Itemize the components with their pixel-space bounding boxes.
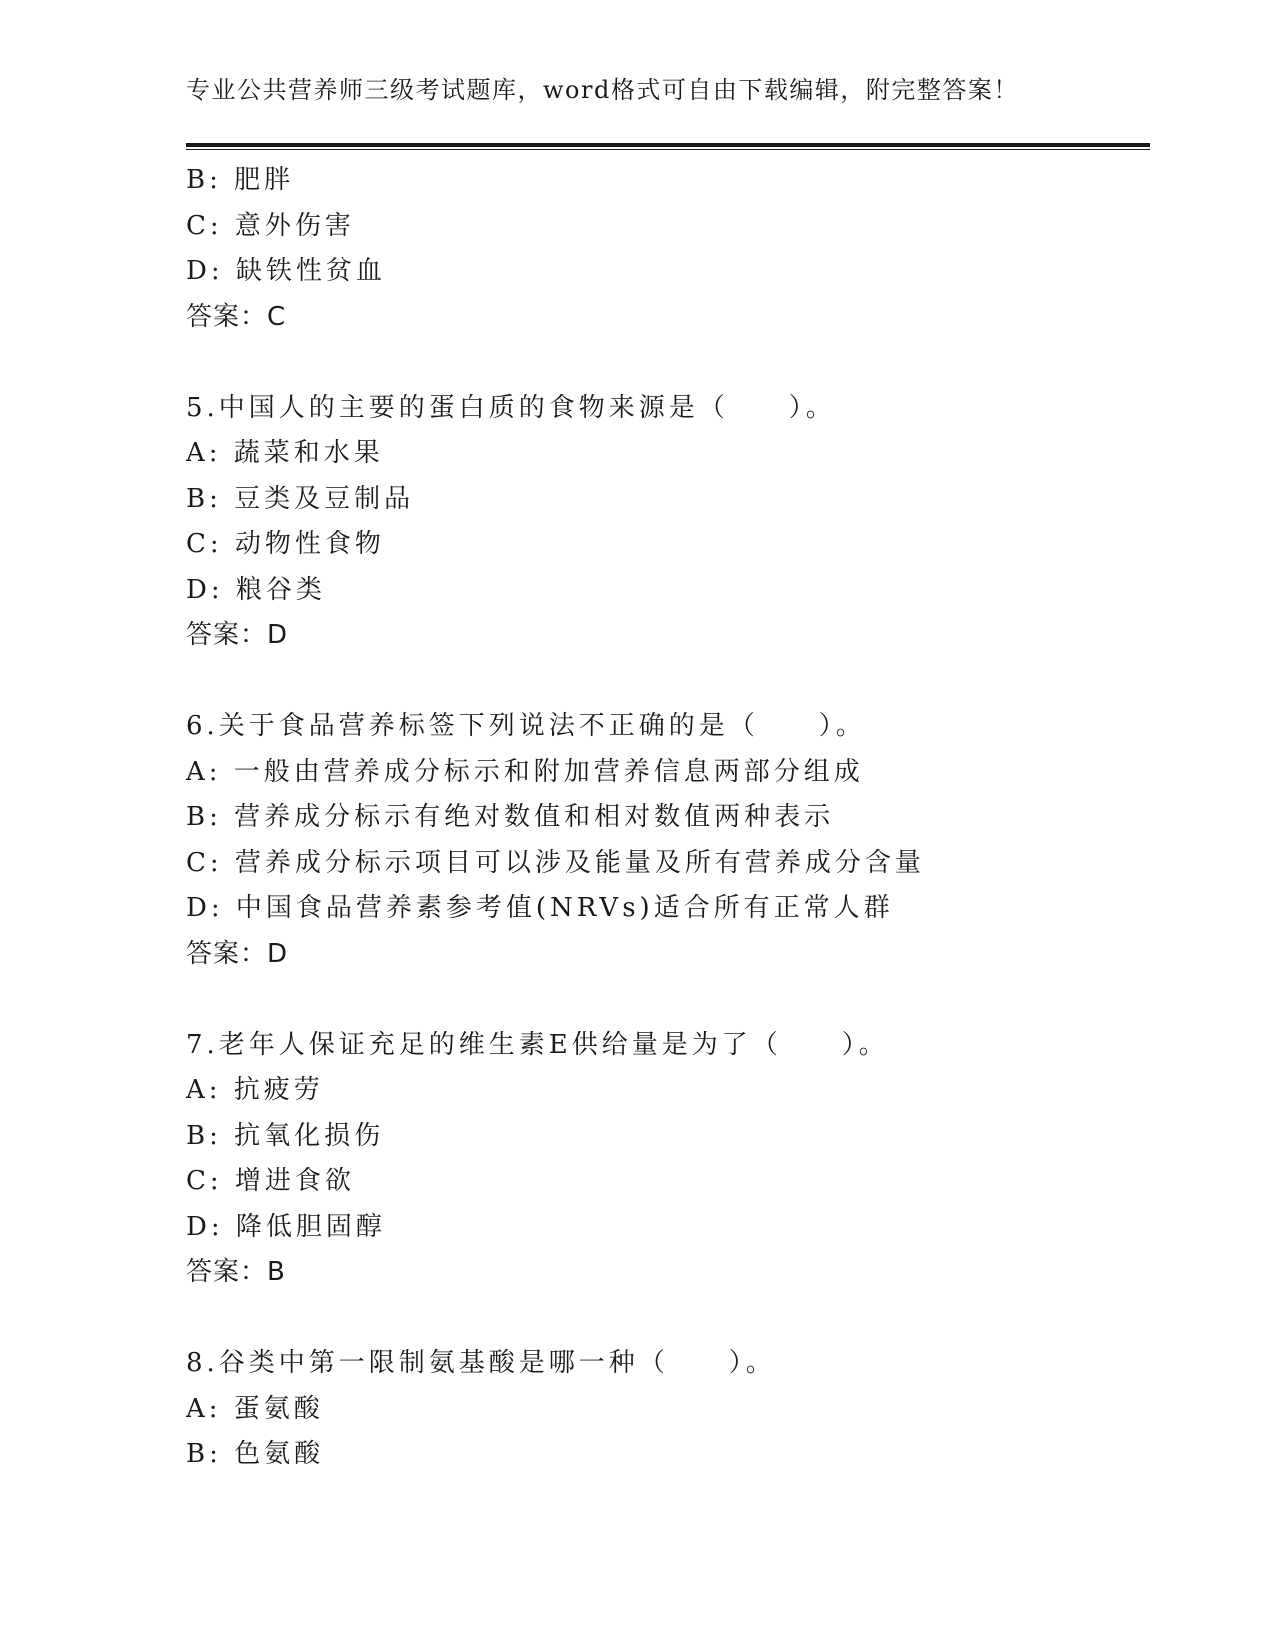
option-d: D: 缺铁性贫血: [186, 256, 386, 286]
option-c: C: 意外伤害: [186, 210, 355, 241]
question-stem: 7.老年人保证充足的维生素E供给量是为了（ ）。: [186, 1029, 889, 1060]
option-a: A: 蛋氨酸: [186, 1393, 324, 1424]
option-a: A: 一般由营养成分标示和附加营养信息两部分组成: [186, 756, 864, 787]
option-c: C: 动物性食物: [186, 529, 385, 559]
question-fragment: [186, 158, 1150, 340]
header-divider-thin: [186, 149, 1150, 150]
answer-line: 答案：B: [186, 1257, 286, 1287]
spacer: [186, 659, 1150, 705]
question-stem: 6.关于食品营养标签下列说法不正确的是（ ）。: [186, 711, 866, 741]
question-5: [186, 386, 1150, 659]
option-b: B: 营养成分标示有绝对数值和相对数值两种表示: [186, 802, 835, 832]
option-c: C: 营养成分标示项目可以涉及能量及所有营养成分含量: [186, 847, 925, 878]
option-d: D: 粮谷类: [186, 574, 326, 605]
option-a: A: 蔬菜和水果: [186, 438, 384, 468]
answer-line: 答案：C: [186, 301, 287, 332]
answer-line: 答案：D: [186, 620, 289, 650]
spacer: [186, 1296, 1150, 1342]
spacer: [186, 977, 1150, 1023]
question-6: [186, 704, 1150, 977]
option-b: B: 色氨酸: [186, 1439, 325, 1469]
option-c: C: 增进食欲: [186, 1166, 355, 1196]
question-stem: 8.谷类中第一限制氨基酸是哪一种（ ）。: [186, 1348, 776, 1378]
option-a: A: 抗疲劳: [186, 1075, 324, 1105]
question-stem: 5.中国人的主要的蛋白质的食物来源是（ ）。: [186, 392, 836, 423]
question-list: [186, 158, 1150, 1478]
header-divider-thick: [186, 143, 1150, 147]
option-d: D: 降低胆固醇: [186, 1211, 386, 1242]
option-d: D: 中国食品营养素参考值(NRVs)适合所有正常人群: [186, 893, 894, 923]
question-8: [186, 1341, 1150, 1478]
answer-line: 答案：D: [186, 938, 289, 969]
option-b: B: 抗氧化损伤: [186, 1120, 385, 1151]
spacer: [186, 340, 1150, 386]
option-b: B: 豆类及豆制品: [186, 483, 415, 514]
option-b: B: 肥胖: [186, 165, 295, 195]
page-header: 专业公共营养师三级考试题库，word格式可自由下载编辑，附完整答案！: [186, 76, 1019, 104]
question-7: [186, 1023, 1150, 1296]
